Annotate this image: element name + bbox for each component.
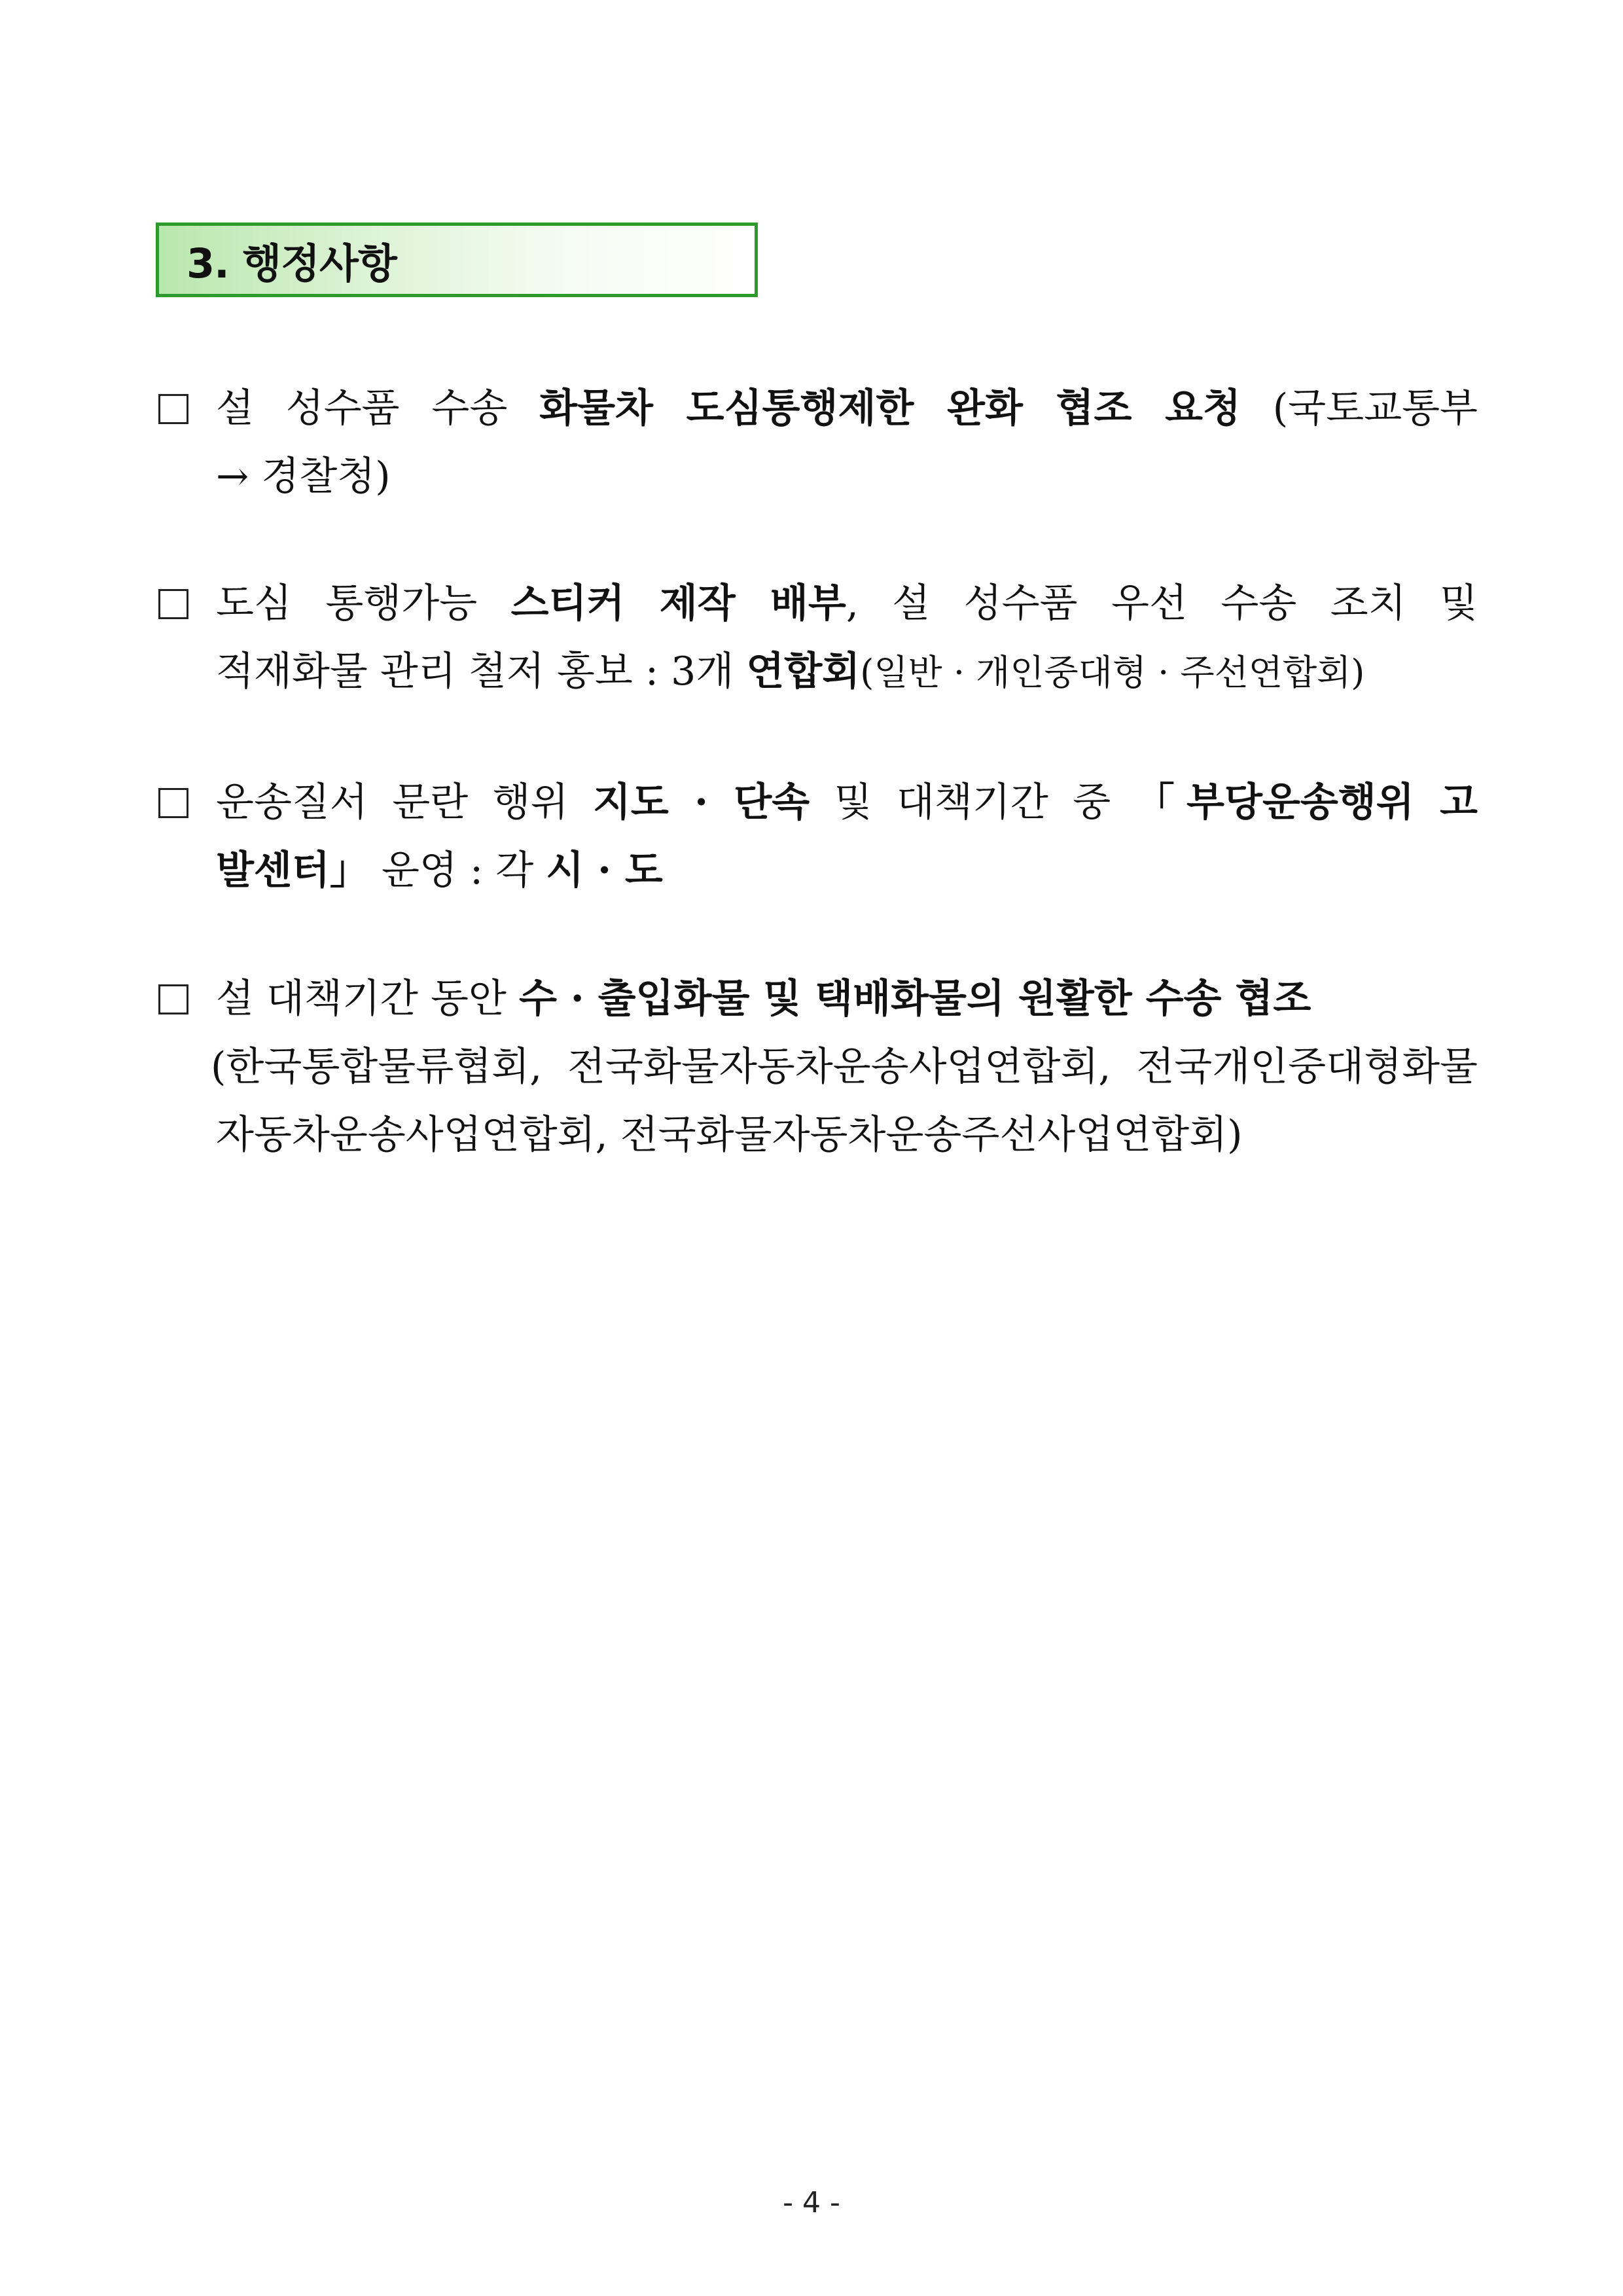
- item-1-line-1: [156, 374, 1478, 442]
- item-4-text-bold: 수 · 출입화물 및 택배화물의 원활한 수송 협조: [518, 976, 1311, 1022]
- item-3-text-bold-2: 「부당운송행위 고: [1135, 780, 1478, 825]
- item-3-text-line2-bold-1: 발센터」: [216, 848, 369, 893]
- item-4-line-3: [216, 1101, 1478, 1169]
- section-title: 3. 행정사항: [187, 239, 397, 287]
- list-item-1: [156, 374, 1478, 511]
- list-item-3: [156, 768, 1478, 905]
- checkbox-icon: [158, 984, 188, 1014]
- item-4-text-a: 설 대책기간 동안: [216, 976, 519, 1022]
- item-4-line-2: [211, 1033, 1478, 1101]
- item-2-text-c: , 설 성수품 우선 수송 조치 및: [846, 581, 1478, 626]
- item-1-text-a: 설 성수품 수송: [216, 386, 540, 431]
- item-2-line-1: [156, 569, 1478, 637]
- item-3-text-a: 운송질서 문란 행위: [216, 780, 593, 825]
- item-4-text-line3: 자동차운송사업연합회, 전국화물자동차운송주선사업연합회): [216, 1112, 1243, 1158]
- item-2-text-line2-bold: 연합회: [746, 649, 861, 694]
- item-1-text-line2: → 경찰청): [216, 454, 391, 499]
- item-4-line-1: [156, 965, 1478, 1033]
- item-2-text-bold: 스티커 제작 배부: [510, 581, 846, 626]
- item-3-text-c: 및 대책기간 중: [810, 780, 1135, 825]
- item-2-line-2: [216, 637, 1478, 706]
- item-3-text-bold-1: 지도 · 단속: [592, 780, 810, 825]
- item-2-text-a: 도심 통행가능: [216, 581, 511, 626]
- page-number: - 4 -: [783, 2186, 840, 2219]
- checkbox-icon: [158, 589, 188, 619]
- item-3-text-line2-b: 운영 : 각: [368, 848, 546, 893]
- section-header: [156, 223, 758, 297]
- item-3-text-line2-bold-2: 시 · 도: [546, 848, 663, 893]
- list-item-4: [156, 965, 1478, 1169]
- item-3-line-1: [156, 768, 1478, 836]
- item-1-text-bold: 화물차 도심통행제한 완화 협조 요청: [539, 386, 1241, 431]
- item-1-text-c: (국토교통부: [1240, 386, 1478, 431]
- item-4-text-line2: (한국통합물류협회, 전국화물자동차운송사업연합회, 전국개인중대형화물: [211, 1044, 1478, 1090]
- list-item-2: [156, 569, 1478, 706]
- checkbox-icon: [158, 788, 188, 818]
- checkbox-icon: [158, 394, 188, 424]
- item-2-text-line2-a: 적재화물 관리 철저 홍보 : 3개: [216, 649, 747, 694]
- item-1-line-2: [216, 442, 1478, 511]
- item-2-text-line2-c: (일반 · 개인중대형 · 주선연합회): [860, 652, 1365, 693]
- item-3-line-2: [216, 836, 1478, 905]
